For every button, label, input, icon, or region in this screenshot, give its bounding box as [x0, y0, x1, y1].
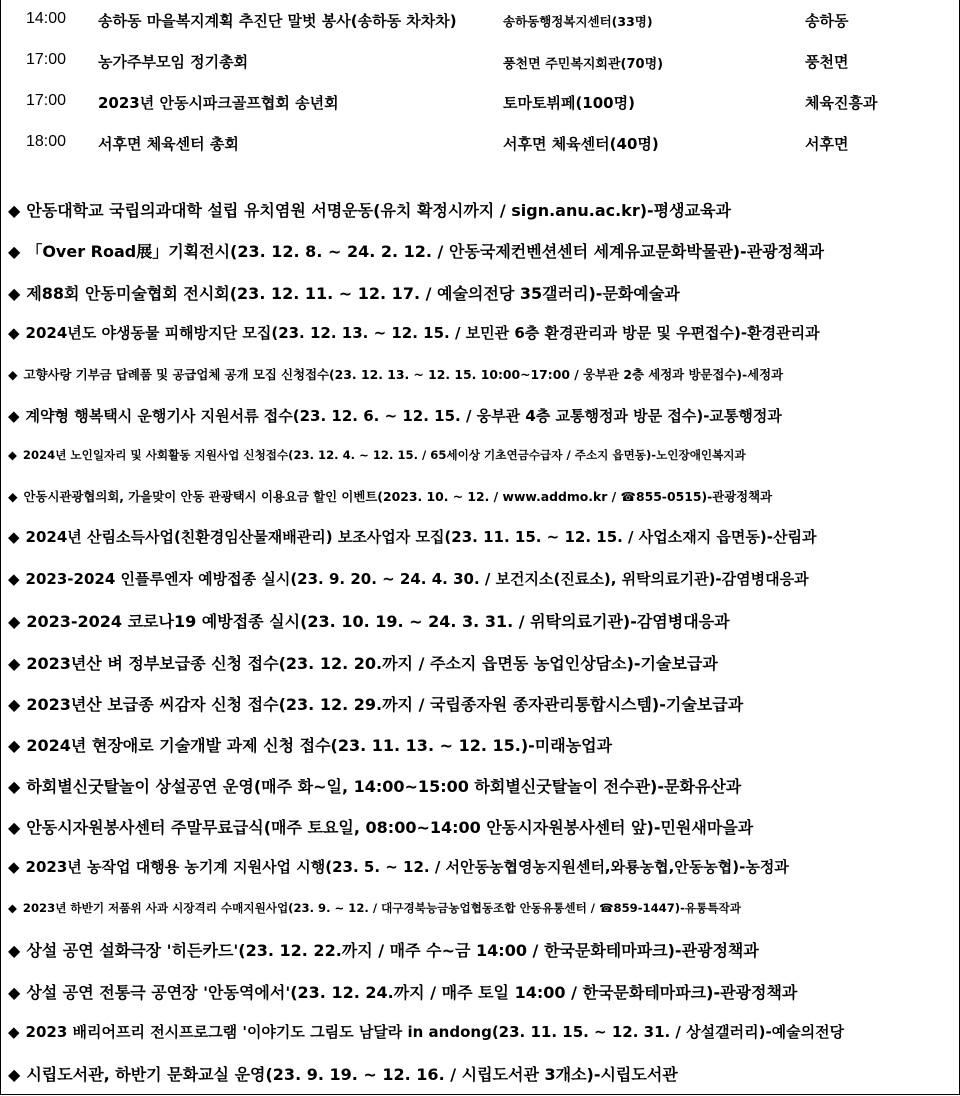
schedule-row — [0, 82, 958, 122]
notice-item — [8, 774, 741, 797]
notice-item — [8, 733, 612, 756]
diamond-bullet-icon: ◆ — [8, 448, 17, 462]
notice-item — [8, 239, 824, 262]
schedule-event: 송하동 마을복지계획 추진단 말벗 봉사(송하동 차차차) — [98, 12, 457, 30]
diamond-bullet-icon: ◆ — [8, 736, 21, 755]
notice-item — [8, 322, 820, 343]
notice-item — [8, 1021, 844, 1042]
notice-item — [8, 365, 783, 383]
schedule-event: 서후면 체육센터 총회 — [98, 135, 239, 153]
schedule-dept: 송하동 — [805, 12, 849, 30]
notice-item — [8, 651, 718, 674]
diamond-bullet-icon: ◆ — [8, 858, 20, 876]
notice-text: 2023 배리어프리 전시프로그램 '이야기도 그림도 남달라 in andong(23. 11. 15. ~ 12. 31. / 상설갤러리)-예술의전당 — [25, 1023, 845, 1041]
notice-text: 2024년 노인일자리 및 사회활동 지원사업 신청접수(23. 12. 4. ~ 12. 15. / 65세이상 기초연금수급자 / 주소지 읍면동)-노인장애인복지과 — [22, 448, 746, 462]
schedule-row — [0, 0, 958, 40]
diamond-bullet-icon: ◆ — [8, 201, 21, 220]
notice-text: 안동대학교 국립의과대학 설립 유치염원 서명운동(유치 확정시까지 / sign.anu.ac.kr)-평생교육과 — [26, 201, 731, 220]
notice-text: 2023년산 벼 정부보급종 신청 접수(23. 12. 20.까지 / 주소지 읍면동 농업인상담소)-기술보급과 — [26, 654, 718, 673]
notice-text: 2023-2024 인플루엔자 예방접종 실시(23. 9. 20. ~ 24. 4. 30. / 보건지소(진료소), 위탁의료기관)-감염병대응과 — [25, 570, 809, 588]
notice-text: 계약형 행복택시 운행기사 지원서류 접수(23. 12. 6. ~ 12. 15. / 웅부관 4층 교통행정과 방문 접수)-교통행정과 — [25, 407, 782, 425]
diamond-bullet-icon: ◆ — [8, 528, 20, 546]
diamond-bullet-icon: ◆ — [8, 654, 21, 673]
schedule-time: 17:00 — [26, 51, 67, 68]
diamond-bullet-icon: ◆ — [8, 242, 21, 261]
notice-text: 「Over Road展」기획전시(23. 12. 8. ~ 24. 2. 12. / 안동국제컨벤션센터 세계유교문화박물관)-관광정책과 — [26, 242, 824, 261]
notice-item — [8, 447, 746, 463]
notice-item — [8, 856, 789, 877]
diamond-bullet-icon: ◆ — [8, 284, 21, 303]
notice-item — [8, 692, 743, 715]
notice-item — [8, 487, 772, 505]
diamond-bullet-icon: ◆ — [8, 1065, 21, 1084]
diamond-bullet-icon: ◆ — [8, 570, 20, 588]
schedule-time: 17:00 — [26, 92, 67, 109]
notice-text: 상설 공연 설화극장 '히든카드'(23. 12. 22.까지 / 매주 수~금 14:00 / 한국문화테마파크)-관광정책과 — [26, 941, 759, 960]
schedule-place: 서후면 체육센터(40명) — [503, 135, 659, 153]
notice-text: 하회별신굿탈놀이 상설공연 운영(매주 화~일, 14:00~15:00 하회별신굿탈놀이 전수관)-문화유산과 — [26, 777, 742, 796]
schedule-row — [0, 41, 958, 81]
diamond-bullet-icon: ◆ — [8, 983, 21, 1002]
notice-item — [8, 815, 753, 838]
schedule-time: 14:00 — [26, 10, 67, 27]
notice-text: 안동시자원봉사센터 주말무료급식(매주 토요일, 08:00~14:00 안동시자원봉사센터 앞)-민원새마을과 — [26, 818, 754, 837]
notice-text: 2023년산 보급종 씨감자 신청 접수(23. 12. 29.까지 / 국립종자원 종자관리통합시스템)-기술보급과 — [26, 695, 744, 714]
schedule-place: 풍천면 주민복지회관(70명) — [503, 57, 664, 72]
notice-text: 2024년도 야생동물 피해방지단 모집(23. 12. 13. ~ 12. 15. / 보민관 6층 환경관리과 방문 및 우편접수)-환경관리과 — [25, 324, 820, 342]
notice-text: 고향사랑 기부금 답례품 및 공급업체 공개 모집 신청접수(23. 12. 13. ~ 12. 15. 10:00~17:00 / 웅부관 2층 세정과 방문접수)-세정과 — [23, 367, 784, 382]
diamond-bullet-icon: ◆ — [8, 941, 21, 960]
notice-text: 상설 공연 전통극 공연장 '안동역에서'(23. 12. 24.까지 / 매주 토일 14:00 / 한국문화테마파크)-관광정책과 — [26, 983, 798, 1002]
notice-text: 안동시관광협의회, 가을맞이 안동 관광택시 이용요금 할인 이벤트(2023. 10. ~ 12. / www.addmo.kr / ☎855-0515)-관광정책과 — [23, 489, 773, 504]
notice-text: 시립도서관, 하반기 문화교실 운영(23. 9. 19. ~ 12. 16. / 시립도서관 3개소)-시립도서관 — [26, 1065, 678, 1084]
diamond-bullet-icon: ◆ — [8, 324, 20, 342]
diamond-bullet-icon: ◆ — [8, 695, 21, 714]
schedule-place: 송하동행정복지센터(33명) — [503, 14, 653, 29]
diamond-bullet-icon: ◆ — [8, 901, 17, 915]
notice-text: 2024년 산림소득사업(친환경임산물재배관리) 보조사업자 모집(23. 11. 15. ~ 12. 15. / 사업소재지 읍면동)-산림과 — [25, 528, 817, 546]
schedule-event: 2023년 안동시파크골프협회 송년회 — [98, 94, 339, 112]
schedule-event: 농가주부모임 정기총회 — [98, 53, 249, 71]
schedule-dept: 체육진흥과 — [805, 94, 878, 112]
schedule-place: 토마토뷔페(100명) — [503, 94, 635, 112]
diamond-bullet-icon: ◆ — [8, 1023, 20, 1041]
notice-item — [8, 938, 759, 961]
notice-text: 제88회 안동미술협회 전시회(23. 12. 11. ~ 12. 17. / 예술의전당 35갤러리)-문화예술과 — [26, 284, 680, 303]
notice-text: 2023년 하반기 저품위 사과 시장격리 수매지원사업(23. 9. ~ 12. / 대구경북능금농업협동조합 안동유통센터 / ☎859-1447)-유통특작과 — [22, 901, 741, 915]
notice-item — [8, 526, 816, 547]
schedule-time: 18:00 — [26, 133, 67, 150]
notice-item — [8, 568, 809, 589]
diamond-bullet-icon: ◆ — [8, 407, 20, 425]
notice-item — [8, 405, 782, 426]
notice-item — [8, 1062, 678, 1085]
schedule-row — [0, 123, 958, 163]
notice-text: 2024년 현장애로 기술개발 과제 신청 접수(23. 11. 13. ~ 12. 15.)-미래농업과 — [26, 736, 613, 755]
notice-item — [8, 980, 797, 1003]
diamond-bullet-icon: ◆ — [8, 777, 21, 796]
notice-text: 2023년 농작업 대행용 농기계 지원사업 시행(23. 5. ~ 12. / 서안동농협영농지원센터,와룡농협,안동농협)-농정과 — [25, 858, 789, 876]
schedule-dept: 서후면 — [805, 135, 849, 153]
diamond-bullet-icon: ◆ — [8, 367, 18, 382]
notice-item — [8, 281, 680, 304]
schedule-dept: 풍천면 — [805, 53, 849, 71]
diamond-bullet-icon: ◆ — [8, 612, 21, 631]
diamond-bullet-icon: ◆ — [8, 489, 18, 504]
notice-item — [8, 198, 731, 221]
diamond-bullet-icon: ◆ — [8, 818, 21, 837]
notice-item — [8, 900, 741, 916]
notice-item — [8, 609, 730, 632]
notice-text: 2023-2024 코로나19 예방접종 실시(23. 10. 19. ~ 24. 3. 31. / 위탁의료기관)-감염병대응과 — [26, 612, 730, 631]
